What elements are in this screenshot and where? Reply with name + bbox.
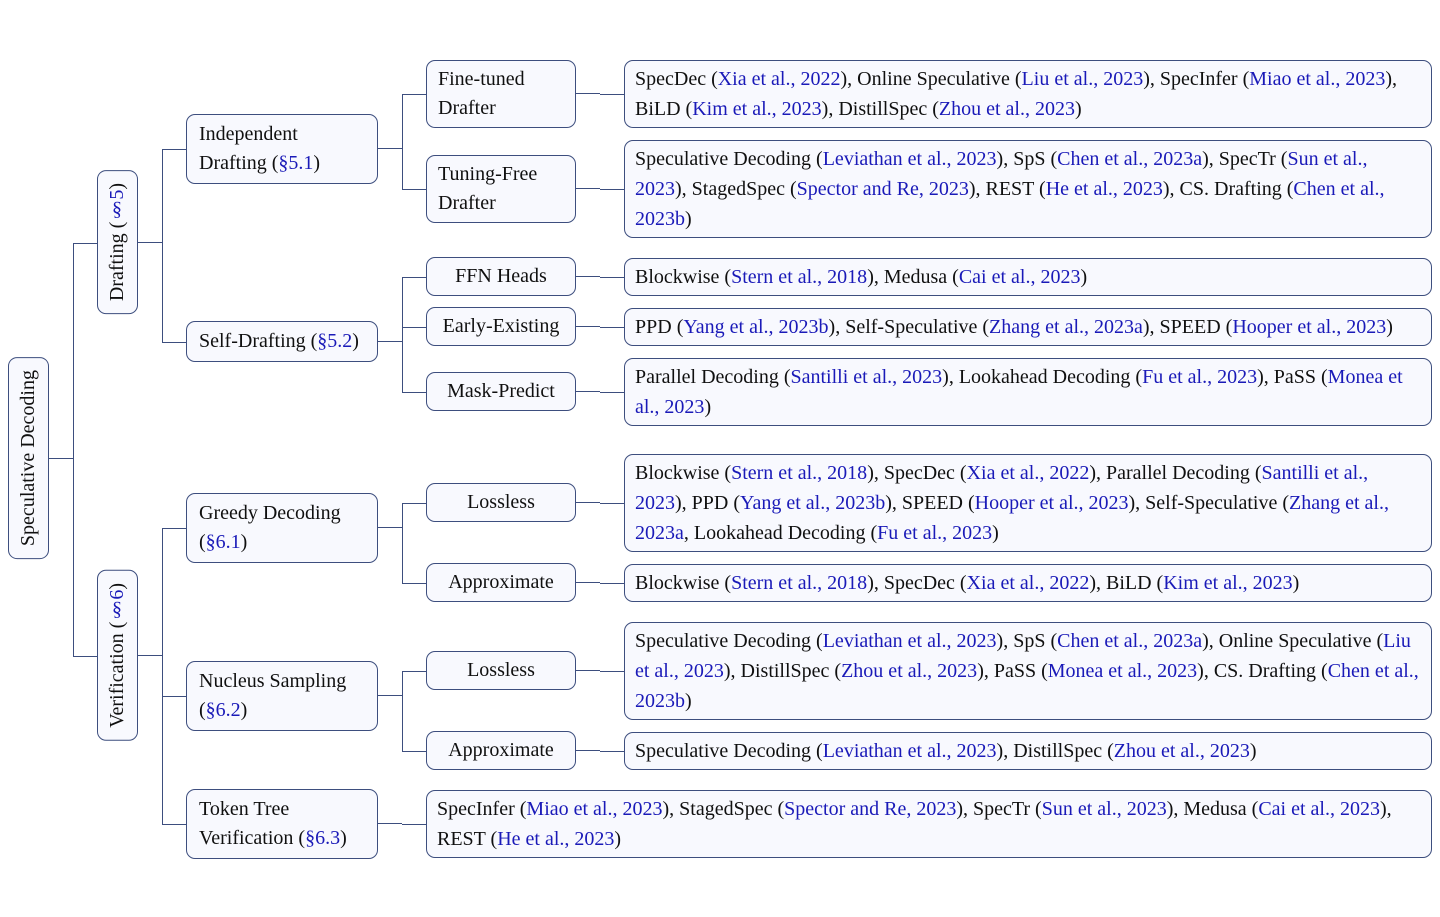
text-segment: ) xyxy=(106,183,128,191)
citation-link[interactable]: §6.1 xyxy=(205,530,241,553)
text-segment: ), Parallel Decoding ( xyxy=(1089,461,1262,484)
connector-line xyxy=(576,502,600,503)
connector-line xyxy=(576,276,600,277)
text-segment: ) xyxy=(1080,265,1088,288)
text-segment: ) xyxy=(340,826,347,849)
citation-link[interactable]: Sun et al., 2023 xyxy=(635,147,1368,200)
citation-link[interactable]: Fu et al., 2023 xyxy=(877,521,993,544)
text-segment: Speculative Decoding ( xyxy=(635,629,823,652)
connector-line xyxy=(378,148,402,149)
text-segment: ), PaSS ( xyxy=(977,659,1048,682)
text-segment: ), Online Speculative ( xyxy=(840,67,1022,90)
text-segment: SpecInfer ( xyxy=(437,797,527,820)
connector-line xyxy=(378,695,402,696)
connector-line xyxy=(576,93,600,94)
text-segment: ), SpecTr ( xyxy=(1202,147,1288,170)
text-segment: ) xyxy=(313,151,321,174)
text-segment: ), SpecDec ( xyxy=(867,571,967,594)
citation-link[interactable]: Santilli et al., 2023 xyxy=(635,461,1369,514)
text-segment: ) xyxy=(614,827,622,850)
text-segment: Verification ( xyxy=(106,621,128,728)
citation-link[interactable]: Stern et al., 2018 xyxy=(731,265,868,288)
connector-line xyxy=(576,670,600,671)
leaf-greedy-approximate xyxy=(624,564,1432,602)
text-segment: ), Self-Speculative ( xyxy=(828,315,990,338)
text-segment: ) xyxy=(106,583,128,590)
citation-link[interactable]: Zhou et al., 2023 xyxy=(841,659,978,682)
text-segment: ), StagedSpec ( xyxy=(675,177,797,200)
text-segment: ), SPEED ( xyxy=(1142,315,1233,338)
leaf-greedy-lossless xyxy=(624,454,1432,552)
text-segment: ), Self-Speculative ( xyxy=(1128,491,1290,514)
citation-link[interactable]: Zhang et al., 2023a xyxy=(989,315,1143,338)
text-segment: ) xyxy=(685,689,692,712)
node-ffn-heads: FFN Heads xyxy=(426,257,576,296)
connector-line xyxy=(378,527,402,528)
text-segment: ) xyxy=(1386,315,1393,338)
citation-link[interactable]: §5.1 xyxy=(278,151,314,174)
citation-link[interactable]: Stern et al., 2018 xyxy=(731,461,868,484)
node-speculative-decoding: Speculative Decoding xyxy=(8,357,49,559)
text-segment: ), SPEED ( xyxy=(885,491,975,514)
leaf-mask-predict xyxy=(624,358,1432,426)
node-early-existing: Early-Existing xyxy=(426,307,576,346)
text-segment: ), DistillSpec ( xyxy=(821,97,939,120)
text-segment: ) xyxy=(704,395,712,418)
text-segment: ), REST ( xyxy=(968,177,1046,200)
text-segment: Nucleus Sampling ( xyxy=(199,669,347,721)
text-segment: Drafting ( xyxy=(106,222,128,302)
citation-link[interactable]: §5 xyxy=(106,190,128,223)
citation-link[interactable]: §5.2 xyxy=(317,330,353,352)
citation-link[interactable]: Zhou et al., 2023 xyxy=(938,97,1075,120)
citation-link[interactable]: Kim et al., 2023 xyxy=(1163,571,1293,594)
citation-link[interactable]: §6 xyxy=(106,589,128,622)
leaf-tuning-free-drafter xyxy=(624,140,1432,238)
citation-link[interactable]: Chen et al., 2023b xyxy=(635,659,1419,712)
citation-link[interactable]: Spector and Re, 2023 xyxy=(796,177,969,200)
text-segment: ), Medusa ( xyxy=(1166,797,1259,820)
node-verification xyxy=(97,570,138,741)
text-segment: ) xyxy=(240,530,248,553)
text-segment: Speculative Decoding ( xyxy=(635,739,823,762)
text-segment: Self-Drafting ( xyxy=(199,330,318,352)
citation-link[interactable]: Xia et al., 2022 xyxy=(966,461,1090,484)
node-nucleus-approximate: Approximate xyxy=(426,731,576,770)
text-segment: ), SpecInfer ( xyxy=(1143,67,1250,90)
citation-link[interactable]: Chen et al., 2023b xyxy=(635,177,1385,230)
text-segment: ) xyxy=(352,330,359,352)
citation-link[interactable]: Miao et al., 2023 xyxy=(1249,67,1386,90)
citation-link[interactable]: Leviathan et al., 2023 xyxy=(822,147,997,170)
citation-link[interactable]: Monea et al., 2023 xyxy=(1047,659,1198,682)
text-segment: Independent Drafting ( xyxy=(199,122,298,174)
text-segment: ), SpecDec ( xyxy=(867,461,967,484)
node-fine-tuned-drafter: Fine-tuned Drafter xyxy=(426,60,576,128)
text-segment: ), DistillSpec ( xyxy=(996,739,1114,762)
text-segment: ), Lookahead Decoding ( xyxy=(942,365,1143,388)
text-segment: ), BiLD ( xyxy=(1089,571,1164,594)
leaf-fine-tuned-drafter xyxy=(624,60,1432,128)
text-segment: , Lookahead Decoding ( xyxy=(683,521,878,544)
text-segment: ), StagedSpec ( xyxy=(662,797,785,820)
citation-link[interactable]: He et al., 2023 xyxy=(497,827,615,850)
text-segment: ), PaSS ( xyxy=(1257,365,1328,388)
text-segment: Blockwise ( xyxy=(635,571,732,594)
connector-line xyxy=(576,391,600,392)
text-segment: ), SpecTr ( xyxy=(956,797,1042,820)
node-independent-drafting xyxy=(186,114,378,184)
text-segment: ), CS. Drafting ( xyxy=(1197,659,1328,682)
citation-link[interactable]: Fu et al., 2023 xyxy=(1142,365,1258,388)
text-segment: ), BiLD ( xyxy=(635,67,1398,120)
citation-link[interactable]: Yang et al., 2023b xyxy=(683,315,829,338)
text-segment: ), Online Speculative ( xyxy=(1202,629,1384,652)
connector-line xyxy=(138,655,162,656)
connector-line xyxy=(49,458,73,459)
leaf-ffn-heads xyxy=(624,258,1432,296)
citation-link[interactable]: Sun et al., 2023 xyxy=(1041,797,1167,820)
citation-link[interactable]: Xia et al., 2022 xyxy=(966,571,1090,594)
text-segment: Blockwise ( xyxy=(635,461,732,484)
citation-link[interactable]: Hooper et al., 2023 xyxy=(1232,315,1387,338)
citation-link[interactable]: Yang et al., 2023b xyxy=(740,491,886,514)
leaf-early-existing xyxy=(624,308,1432,346)
citation-link[interactable]: Stern et al., 2018 xyxy=(731,571,868,594)
citation-link[interactable]: Monea et al., 2023 xyxy=(635,365,1403,418)
connector-line xyxy=(378,823,402,824)
node-mask-predict: Mask-Predict xyxy=(426,372,576,411)
leaf-nucleus-approximate xyxy=(624,732,1432,770)
text-segment: PPD ( xyxy=(635,315,684,338)
connector-line xyxy=(378,341,402,342)
text-segment: ) xyxy=(1292,571,1300,594)
connector-line xyxy=(576,326,600,327)
text-segment: ), CS. Drafting ( xyxy=(1162,177,1294,200)
text-segment: Blockwise ( xyxy=(635,265,732,288)
citation-link[interactable]: §6.3 xyxy=(305,826,341,849)
node-nucleus-lossless: Lossless xyxy=(426,651,576,690)
text-segment: ) xyxy=(240,698,248,721)
citation-link[interactable]: Leviathan et al., 2023 xyxy=(822,739,997,762)
text-segment: SpecDec ( xyxy=(635,67,718,90)
citation-link[interactable]: Xia et al., 2022 xyxy=(717,67,841,90)
connector-line xyxy=(138,242,162,243)
citation-link[interactable]: Spector and Re, 2023 xyxy=(784,797,957,820)
text-segment: ) xyxy=(992,521,999,544)
citation-link[interactable]: Kim et al., 2023 xyxy=(692,97,822,120)
text-segment: Speculative Decoding ( xyxy=(635,147,823,170)
node-self-drafting xyxy=(186,321,378,362)
text-segment: ), PPD ( xyxy=(675,491,741,514)
leaf-nucleus-lossless xyxy=(624,622,1432,720)
text-segment: ), SpS ( xyxy=(996,147,1058,170)
text-segment: Parallel Decoding ( xyxy=(635,365,791,388)
node-nucleus-sampling xyxy=(186,661,378,731)
text-segment: ), DistillSpec ( xyxy=(723,659,842,682)
citation-link[interactable]: Cai et al., 2023 xyxy=(958,265,1081,288)
citation-link[interactable]: Liu et al., 2023 xyxy=(1021,67,1144,90)
citation-link[interactable]: §6.2 xyxy=(205,698,241,721)
text-segment: Token Tree Verification ( xyxy=(199,797,306,849)
node-token-tree-verification xyxy=(186,789,378,859)
node-greedy-approximate: Approximate xyxy=(426,563,576,602)
citation-link[interactable]: Cai et al., 2023 xyxy=(1258,797,1380,820)
node-tuning-free-drafter: Tuning-Free Drafter xyxy=(426,155,576,223)
citation-link[interactable]: Liu et al., 2023 xyxy=(635,629,1411,682)
text-segment: ) xyxy=(1074,97,1082,120)
citation-link[interactable]: Leviathan et al., 2023 xyxy=(822,629,997,652)
connector-line xyxy=(576,188,600,189)
citation-link[interactable]: Chen et al., 2023a xyxy=(1057,629,1203,652)
text-segment: ) xyxy=(685,207,692,230)
connector-line xyxy=(576,750,600,751)
citation-link[interactable]: Zhou et al., 2023 xyxy=(1113,739,1250,762)
node-drafting xyxy=(97,170,138,314)
citation-link[interactable]: Hooper et al., 2023 xyxy=(974,491,1129,514)
citation-link[interactable]: Miao et al., 2023 xyxy=(526,797,663,820)
text-segment: ), Medusa ( xyxy=(867,265,959,288)
node-greedy-decoding xyxy=(186,493,378,563)
leaf-token-tree-verification xyxy=(426,790,1432,858)
node-greedy-lossless: Lossless xyxy=(426,483,576,522)
citation-link[interactable]: He et al., 2023 xyxy=(1045,177,1163,200)
text-segment: Greedy Decoding ( xyxy=(199,501,341,553)
text-segment: ), REST ( xyxy=(437,797,1392,850)
text-segment: ) xyxy=(1249,739,1257,762)
citation-link[interactable]: Zhang et al., 2023a xyxy=(635,491,1389,544)
connector-line xyxy=(576,582,600,583)
citation-link[interactable]: Chen et al., 2023a xyxy=(1057,147,1203,170)
citation-link[interactable]: Santilli et al., 2023 xyxy=(790,365,943,388)
text-segment: ), SpS ( xyxy=(996,629,1058,652)
